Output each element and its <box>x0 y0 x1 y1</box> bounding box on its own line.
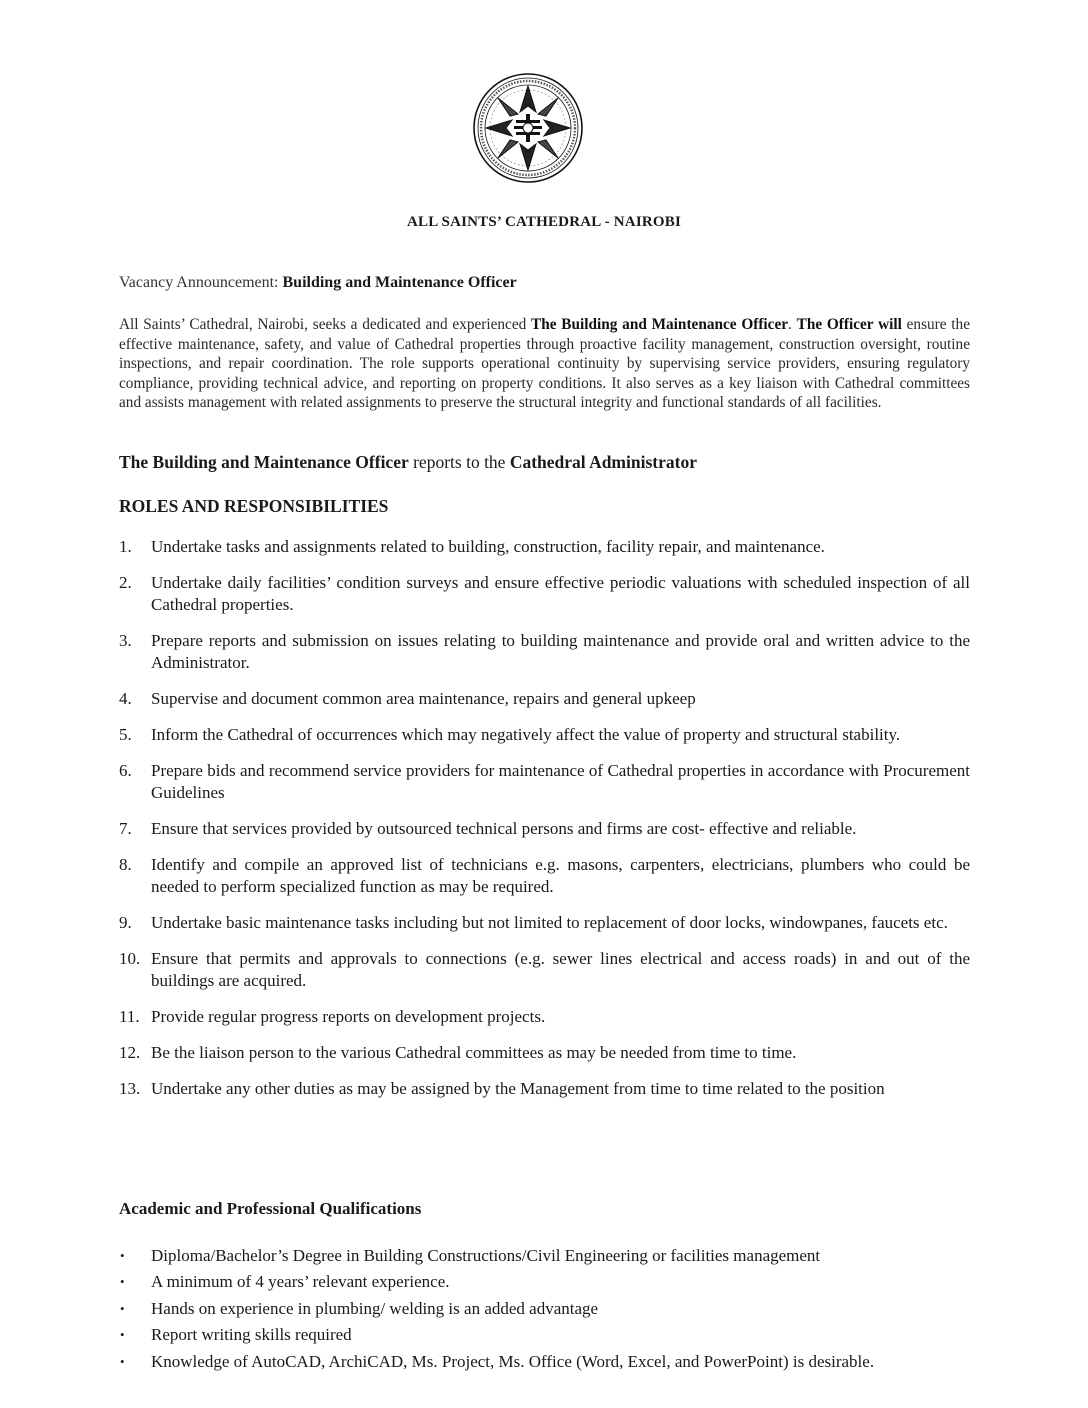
list-item <box>119 818 970 840</box>
reporting-connector: reports to the <box>408 452 510 472</box>
list-item <box>119 572 970 616</box>
vacancy-announcement <box>119 274 517 292</box>
list-item-text: Diploma/Bachelor’s Degree in Building Constructions/Civil Engineering or facilities management <box>151 1246 821 1265</box>
bullet-icon: • <box>120 1274 125 1290</box>
list-item <box>119 912 970 934</box>
list-item-text: Hands on experience in plumbing/ welding is an added advantage <box>151 1298 599 1318</box>
bullet-icon: • <box>120 1300 125 1316</box>
list-item <box>119 1243 989 1269</box>
qualifications-list <box>119 1243 989 1375</box>
intro-officer-will: The Officer will <box>796 316 902 333</box>
list-item-text: Ensure that services provided by outsourced technical persons and firms are cost- effective and reliable. <box>151 819 857 838</box>
list-item <box>119 630 970 674</box>
list-item <box>119 1296 989 1322</box>
list-item <box>119 1006 970 1028</box>
intro-text: ensure the effective maintenance, safety, and value of Cathedral properties through proactive facility management, construction oversight, routine inspections, and repair coordination. The role supports operational continuity by supervising service providers, ensuring regulatory compliance, providing technical advice, and reporting on property conditions. It also serves as a key liaison with Cathedral committees and assists management with related assignments to preserve the structural integrity and functional standards of all facilities. <box>119 316 970 412</box>
list-item <box>119 688 970 710</box>
roles-heading: ROLES AND RESPONSIBILITIES <box>119 496 389 516</box>
reporting-supervisor: Cathedral Administrator <box>509 452 697 472</box>
list-item <box>119 536 970 558</box>
vacancy-label: Vacancy Announcement: <box>119 274 283 291</box>
organization-title: ALL SAINTS’ CATHEDRAL - NAIROBI <box>406 214 682 230</box>
list-item <box>119 1042 970 1064</box>
reporting-line <box>119 452 697 473</box>
list-item-number: 8. <box>119 855 132 874</box>
reporting-role: The Building and Maintenance Officer <box>119 452 409 472</box>
list-item-number: 5. <box>119 725 132 744</box>
list-item-number: 3. <box>119 631 132 650</box>
list-item <box>119 948 970 992</box>
list-item-number: 4. <box>119 689 132 708</box>
list-item-text: Ensure that permits and approvals to connections (e.g. sewer lines electrical and access roads) in and out of the buildings are acquired. <box>151 949 970 990</box>
list-item-number: 11. <box>119 1007 140 1026</box>
list-item <box>119 1349 989 1375</box>
cathedral-seal-icon <box>472 72 584 184</box>
list-item-number: 12. <box>119 1043 141 1062</box>
qualifications-heading: Academic and Professional Qualifications <box>119 1199 422 1218</box>
list-item <box>119 1269 989 1295</box>
list-item-number: 9. <box>119 913 132 932</box>
bullet-icon: • <box>120 1327 125 1343</box>
list-item-text: Report writing skills required <box>151 1325 352 1345</box>
list-item-text: Supervise and document common area maintenance, repairs and general upkeep <box>151 689 696 708</box>
list-item-number: 10. <box>119 949 141 968</box>
list-item <box>119 760 970 804</box>
list-item-number: 1. <box>119 537 132 556</box>
list-item-text: Prepare reports and submission on issues relating to building maintenance and provide oral and written advice to the Administrator. <box>151 631 970 672</box>
list-item-text: Inform the Cathedral of occurrences which may negatively affect the value of property and structural stability. <box>151 725 901 744</box>
list-item-number: 6. <box>119 761 132 780</box>
list-item-text: Provide regular progress reports on development projects. <box>151 1007 546 1026</box>
list-item-text: Undertake daily facilities’ condition surveys and ensure effective periodic valuations with scheduled inspection of all Cathedral properties. <box>151 573 970 614</box>
list-item <box>119 724 970 746</box>
list-item <box>119 1078 970 1100</box>
list-item-number: 13. <box>119 1079 141 1098</box>
list-item-number: 2. <box>119 573 132 592</box>
intro-text: All Saints’ Cathedral, Nairobi, seeks a dedicated and experienced <box>119 316 532 333</box>
list-item-text: Identify and compile an approved list of technicians e.g. masons, carpenters, electricians, plumbers who could be needed to perform specialized function as may be required. <box>151 855 970 896</box>
roles-list <box>119 536 970 1114</box>
list-item-text: Undertake tasks and assignments related to building, construction, facility repair, and maintenance. <box>151 537 825 556</box>
intro-paragraph <box>119 315 970 413</box>
list-item-text: A minimum of 4 years’ relevant experience. <box>151 1272 450 1292</box>
list-item-text: Be the liaison person to the various Cathedral committees as may be needed from time to time. <box>151 1043 797 1062</box>
bullet-icon: • <box>120 1353 125 1369</box>
list-item-text: Knowledge of AutoCAD, ArchiCAD, Ms. Project, Ms. Office (Word, Excel, and PowerPoint) is desirable. <box>151 1351 875 1371</box>
list-item-text: Undertake basic maintenance tasks including but not limited to replacement of door locks, windowpanes, faucets etc. <box>151 913 948 932</box>
list-item <box>119 1322 989 1348</box>
list-item-text: Undertake any other duties as may be assigned by the Management from time to time related to the position <box>151 1079 885 1098</box>
bullet-icon: • <box>120 1248 125 1263</box>
intro-role-name: The Building and Maintenance Officer <box>531 316 789 333</box>
list-item-number: 7. <box>119 819 132 838</box>
vacancy-title: Building and Maintenance Officer <box>282 274 517 291</box>
intro-text: . <box>788 316 797 333</box>
list-item-text: Prepare bids and recommend service providers for maintenance of Cathedral properties in accordance with Procurement Guidelines <box>151 761 970 802</box>
list-item <box>119 854 970 898</box>
